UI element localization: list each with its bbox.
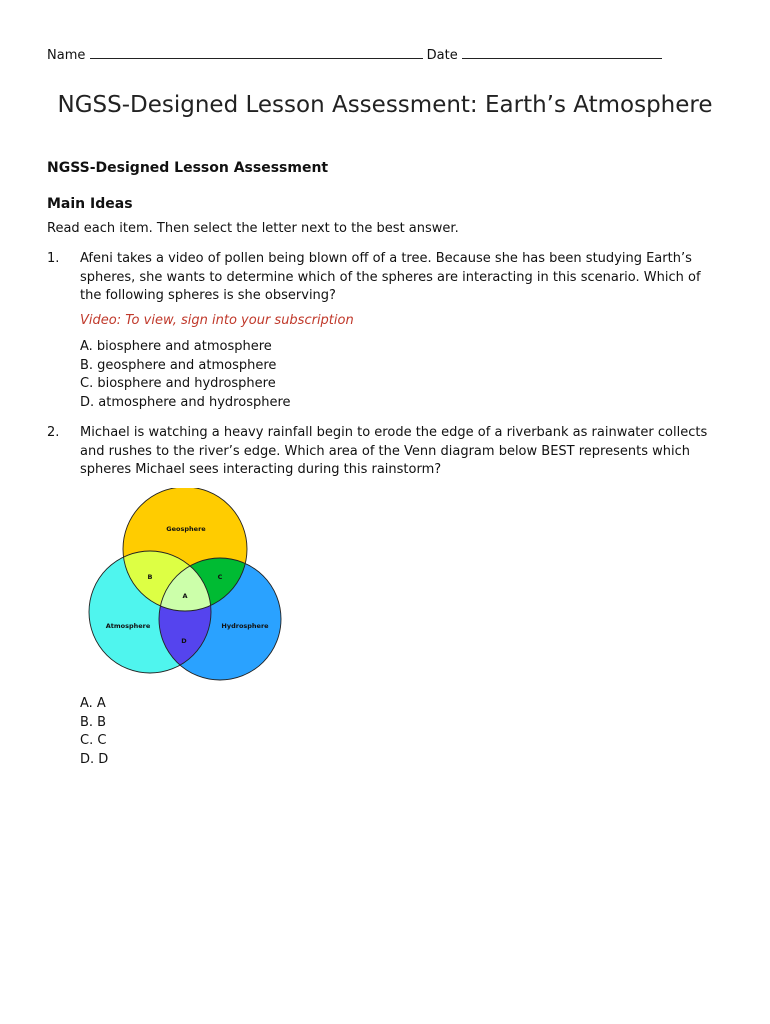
venn-diagram [86, 488, 286, 686]
name-date-line [47, 46, 662, 63]
question-1-options [80, 338, 291, 412]
section-heading: NGSS-Designed Lesson Assessment [47, 160, 329, 176]
atmosphere-label: Atmosphere [105, 622, 151, 630]
question-2-option-c[interactable]: C. C [80, 733, 107, 749]
question-2-text: Michael is watching a heavy rainfall begin to erode the edge of a riverbank as rainwater collects and rushes to the river’s edge. Which area of the Venn diagram below BEST represents which spheres Michael sees interacting during this rainstorm? [80, 425, 708, 478]
question-2-option-d[interactable]: D. D [80, 751, 109, 767]
instructions: Read each item. Then select the letter next to the best answer. [47, 221, 459, 236]
date-blank[interactable] [462, 46, 662, 59]
question-2-option-a[interactable]: A. A [80, 696, 106, 711]
question-1-option-d[interactable]: D. atmosphere and hydrosphere [80, 394, 291, 410]
question-1-option-a[interactable]: A. biosphere and atmosphere [80, 339, 272, 354]
main-ideas-heading: Main Ideas [47, 196, 133, 212]
date-label: Date [426, 48, 458, 63]
question-1-option-c[interactable]: C. biosphere and hydrosphere [80, 376, 276, 392]
region-b-label: B [147, 573, 153, 581]
question-2-option-b[interactable]: B. B [80, 714, 107, 730]
question-1-option-b[interactable]: B. geosphere and atmosphere [80, 357, 277, 373]
region-d-label: D [181, 637, 187, 645]
geosphere-label: Geosphere [166, 525, 206, 533]
video-notice[interactable]: Video: To view, sign into your subscription [80, 313, 354, 328]
question-1-text: Afeni takes a video of pollen being blown off of a tree. Because she has been studying Earth’s spheres, she wants to determine which of the spheres are interacting in this scenario. Which of the following spheres is she observing? [80, 251, 701, 304]
question-1-number: 1. [47, 251, 60, 266]
region-c-label: C [217, 573, 223, 581]
region-a-label: A [182, 592, 188, 600]
question-2-options [80, 695, 108, 769]
name-label: Name [47, 48, 86, 63]
page-title: NGSS-Designed Lesson Assessment: Earth’s Atmosphere [57, 92, 713, 118]
hydrosphere-label: Hydrosphere [221, 622, 269, 630]
name-blank[interactable] [90, 46, 423, 59]
question-2-number: 2. [47, 425, 60, 440]
